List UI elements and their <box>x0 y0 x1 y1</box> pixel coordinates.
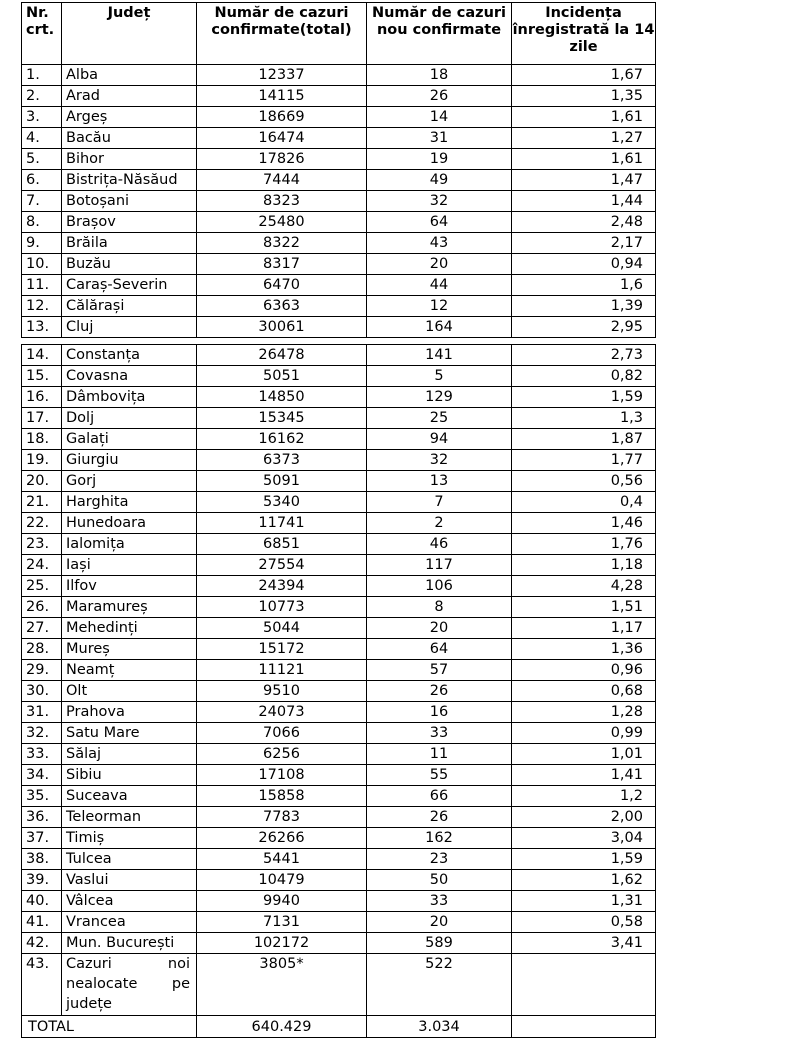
row-incidenta: 0,56 <box>512 471 656 492</box>
row-noi: 94 <box>367 429 512 450</box>
table-row <box>22 597 656 618</box>
row-incidenta: 1,67 <box>512 65 656 86</box>
row-total: 6851 <box>197 534 367 555</box>
row-incidenta: 1,51 <box>512 597 656 618</box>
row-judet: Bistrița-Năsăud <box>62 170 197 191</box>
row-judet: Vâlcea <box>62 891 197 912</box>
row-judet: Olt <box>62 681 197 702</box>
row-nr: 3. <box>22 107 62 128</box>
total-incidenta <box>512 1016 656 1038</box>
row-total: 26266 <box>197 828 367 849</box>
row-total: 9940 <box>197 891 367 912</box>
row-total: 8323 <box>197 191 367 212</box>
row-nr: 30. <box>22 681 62 702</box>
table-row <box>22 870 656 891</box>
row-nr: 43. <box>22 954 62 1016</box>
row-incidenta: 1,18 <box>512 555 656 576</box>
row-nr: 5. <box>22 149 62 170</box>
row-noi: 26 <box>367 681 512 702</box>
row-nr: 26. <box>22 597 62 618</box>
row-noi: 2 <box>367 513 512 534</box>
unallocated-row <box>22 954 656 1016</box>
row-nr: 14. <box>22 345 62 366</box>
row-incidenta: 1,77 <box>512 450 656 471</box>
row-total: 15345 <box>197 408 367 429</box>
row-incidenta: 0,82 <box>512 366 656 387</box>
row-noi: 162 <box>367 828 512 849</box>
table-row <box>22 786 656 807</box>
row-total: 102172 <box>197 933 367 954</box>
row-nr: 21. <box>22 492 62 513</box>
table-body-part1 <box>22 65 656 338</box>
row-judet: Dolj <box>62 408 197 429</box>
row-noi: 33 <box>367 891 512 912</box>
row-nr: 9. <box>22 233 62 254</box>
row-nr: 42. <box>22 933 62 954</box>
row-total: 10773 <box>197 597 367 618</box>
row-judet: Bihor <box>62 149 197 170</box>
row-total: 7131 <box>197 912 367 933</box>
table-row <box>22 429 656 450</box>
row-noi: 64 <box>367 639 512 660</box>
row-nr: 16. <box>22 387 62 408</box>
row-nr: 25. <box>22 576 62 597</box>
row-judet: Galați <box>62 429 197 450</box>
table-row <box>22 86 656 107</box>
row-total: 17826 <box>197 149 367 170</box>
row-total: 3805* <box>197 954 367 1016</box>
row-total: 30061 <box>197 317 367 338</box>
row-incidenta: 1,59 <box>512 387 656 408</box>
row-total: 11121 <box>197 660 367 681</box>
row-total: 15858 <box>197 786 367 807</box>
row-total: 5340 <box>197 492 367 513</box>
row-judet: Arad <box>62 86 197 107</box>
row-noi: 25 <box>367 408 512 429</box>
table-row <box>22 891 656 912</box>
row-incidenta: 1,61 <box>512 107 656 128</box>
row-incidenta: 0,4 <box>512 492 656 513</box>
row-incidenta: 0,96 <box>512 660 656 681</box>
row-noi: 23 <box>367 849 512 870</box>
row-nr: 35. <box>22 786 62 807</box>
row-incidenta: 0,94 <box>512 254 656 275</box>
table-row <box>22 513 656 534</box>
row-nr: 8. <box>22 212 62 233</box>
total-new-cases: 3.034 <box>367 1016 512 1038</box>
row-nr: 18. <box>22 429 62 450</box>
row-total: 9510 <box>197 681 367 702</box>
row-nr: 28. <box>22 639 62 660</box>
row-total: 6373 <box>197 450 367 471</box>
row-total: 25480 <box>197 212 367 233</box>
table-row <box>22 639 656 660</box>
row-total: 18669 <box>197 107 367 128</box>
row-judet: Cluj <box>62 317 197 338</box>
table-row <box>22 702 656 723</box>
row-incidenta: 1,27 <box>512 128 656 149</box>
row-noi: 26 <box>367 86 512 107</box>
row-nr: 15. <box>22 366 62 387</box>
table-row <box>22 534 656 555</box>
row-total: 6256 <box>197 744 367 765</box>
table-row <box>22 807 656 828</box>
table-row <box>22 149 656 170</box>
row-judet: Brașov <box>62 212 197 233</box>
row-incidenta: 1,87 <box>512 429 656 450</box>
table-row <box>22 170 656 191</box>
row-noi: 589 <box>367 933 512 954</box>
table-row <box>22 233 656 254</box>
row-nr: 41. <box>22 912 62 933</box>
row-nr: 39. <box>22 870 62 891</box>
row-noi: 8 <box>367 597 512 618</box>
row-total: 5091 <box>197 471 367 492</box>
row-noi: 49 <box>367 170 512 191</box>
table-row <box>22 912 656 933</box>
table-row <box>22 576 656 597</box>
row-nr: 1. <box>22 65 62 86</box>
row-incidenta: 1,76 <box>512 534 656 555</box>
row-noi: 522 <box>367 954 512 1016</box>
row-incidenta: 1,2 <box>512 786 656 807</box>
table-row <box>22 275 656 296</box>
row-total: 5441 <box>197 849 367 870</box>
row-incidenta: 4,28 <box>512 576 656 597</box>
row-noi: 32 <box>367 450 512 471</box>
row-incidenta: 1,47 <box>512 170 656 191</box>
row-noi: 11 <box>367 744 512 765</box>
row-total: 12337 <box>197 65 367 86</box>
row-judet: Brăila <box>62 233 197 254</box>
row-nr: 4. <box>22 128 62 149</box>
row-judet: Vrancea <box>62 912 197 933</box>
row-noi: 14 <box>367 107 512 128</box>
row-judet: Teleorman <box>62 807 197 828</box>
row-noi: 57 <box>367 660 512 681</box>
row-nr: 33. <box>22 744 62 765</box>
row-noi: 141 <box>367 345 512 366</box>
row-incidenta: 1,44 <box>512 191 656 212</box>
row-nr: 13. <box>22 317 62 338</box>
row-judet: Argeș <box>62 107 197 128</box>
row-judet: Tulcea <box>62 849 197 870</box>
row-noi: 31 <box>367 128 512 149</box>
row-nr: 34. <box>22 765 62 786</box>
row-noi: 5 <box>367 366 512 387</box>
row-total: 10479 <box>197 870 367 891</box>
row-total: 17108 <box>197 765 367 786</box>
row-judet: Sălaj <box>62 744 197 765</box>
row-noi: 12 <box>367 296 512 317</box>
row-total: 24394 <box>197 576 367 597</box>
table-body-part2 <box>22 345 656 954</box>
row-nr: 27. <box>22 618 62 639</box>
row-judet: Caraș-Severin <box>62 275 197 296</box>
row-judet: Bacău <box>62 128 197 149</box>
row-total: 14850 <box>197 387 367 408</box>
row-noi: 64 <box>367 212 512 233</box>
row-nr: 10. <box>22 254 62 275</box>
row-judet: Mun. București <box>62 933 197 954</box>
row-noi: 7 <box>367 492 512 513</box>
row-noi: 117 <box>367 555 512 576</box>
row-incidenta: 1,3 <box>512 408 656 429</box>
header-noi: Număr de cazuri nou confirmate <box>367 3 512 65</box>
total-label: TOTAL <box>22 1016 197 1038</box>
row-judet: Ilfov <box>62 576 197 597</box>
row-judet: Iași <box>62 555 197 576</box>
row-judet: Ialomița <box>62 534 197 555</box>
table-row <box>22 765 656 786</box>
row-nr: 12. <box>22 296 62 317</box>
row-incidenta: 1,61 <box>512 149 656 170</box>
row-total: 16474 <box>197 128 367 149</box>
row-incidenta: 1,36 <box>512 639 656 660</box>
row-incidenta: 1,62 <box>512 870 656 891</box>
row-total: 5044 <box>197 618 367 639</box>
table-row <box>22 107 656 128</box>
row-judet: Timiș <box>62 828 197 849</box>
row-incidenta <box>512 954 656 1016</box>
row-judet: Satu Mare <box>62 723 197 744</box>
row-total: 16162 <box>197 429 367 450</box>
row-judet: Hunedoara <box>62 513 197 534</box>
row-total: 5051 <box>197 366 367 387</box>
row-incidenta: 1,28 <box>512 702 656 723</box>
row-noi: 13 <box>367 471 512 492</box>
row-nr: 23. <box>22 534 62 555</box>
row-incidenta: 2,73 <box>512 345 656 366</box>
total-cases: 640.429 <box>197 1016 367 1038</box>
row-noi: 43 <box>367 233 512 254</box>
row-judet: Constanța <box>62 345 197 366</box>
row-incidenta: 2,17 <box>512 233 656 254</box>
row-nr: 37. <box>22 828 62 849</box>
row-incidenta: 1,35 <box>512 86 656 107</box>
row-judet: Gorj <box>62 471 197 492</box>
row-noi: 20 <box>367 254 512 275</box>
table-row <box>22 723 656 744</box>
table-row <box>22 492 656 513</box>
row-nr: 40. <box>22 891 62 912</box>
row-total: 11741 <box>197 513 367 534</box>
row-incidenta: 0,58 <box>512 912 656 933</box>
row-nr: 36. <box>22 807 62 828</box>
row-judet: Suceava <box>62 786 197 807</box>
row-incidenta: 1,39 <box>512 296 656 317</box>
row-nr: 6. <box>22 170 62 191</box>
row-total: 6363 <box>197 296 367 317</box>
row-noi: 16 <box>367 702 512 723</box>
row-judet: Mureș <box>62 639 197 660</box>
table-row <box>22 933 656 954</box>
row-nr: 17. <box>22 408 62 429</box>
covid-table-part2 <box>21 344 656 1038</box>
table-row <box>22 345 656 366</box>
row-total: 7444 <box>197 170 367 191</box>
row-nr: 7. <box>22 191 62 212</box>
row-incidenta: 1,17 <box>512 618 656 639</box>
header-total: Număr de cazuri confirmate(total) <box>197 3 367 65</box>
row-nr: 32. <box>22 723 62 744</box>
table-row <box>22 660 656 681</box>
table-row <box>22 128 656 149</box>
table-row <box>22 555 656 576</box>
row-judet: Botoșani <box>62 191 197 212</box>
row-judet: Cazuri noi nealocate pe județe <box>62 954 197 1016</box>
row-incidenta: 2,48 <box>512 212 656 233</box>
row-noi: 26 <box>367 807 512 828</box>
table-row <box>22 65 656 86</box>
row-judet: Mehedinți <box>62 618 197 639</box>
table-row <box>22 387 656 408</box>
row-total: 15172 <box>197 639 367 660</box>
row-noi: 19 <box>367 149 512 170</box>
header-incidenta: Incidența înregistrată la 14 zile <box>512 3 656 65</box>
table-row <box>22 366 656 387</box>
row-nr: 38. <box>22 849 62 870</box>
row-judet: Neamț <box>62 660 197 681</box>
row-judet: Covasna <box>62 366 197 387</box>
table-row <box>22 408 656 429</box>
row-incidenta: 2,95 <box>512 317 656 338</box>
row-noi: 20 <box>367 618 512 639</box>
row-nr: 24. <box>22 555 62 576</box>
row-judet: Maramureș <box>62 597 197 618</box>
row-total: 26478 <box>197 345 367 366</box>
row-total: 7066 <box>197 723 367 744</box>
row-incidenta: 1,31 <box>512 891 656 912</box>
row-judet: Buzău <box>62 254 197 275</box>
row-nr: 11. <box>22 275 62 296</box>
total-row <box>22 1016 656 1038</box>
row-noi: 66 <box>367 786 512 807</box>
table-row <box>22 681 656 702</box>
row-noi: 106 <box>367 576 512 597</box>
row-noi: 44 <box>367 275 512 296</box>
table-row <box>22 618 656 639</box>
row-noi: 164 <box>367 317 512 338</box>
row-incidenta: 1,41 <box>512 765 656 786</box>
row-total: 6470 <box>197 275 367 296</box>
row-incidenta: 1,46 <box>512 513 656 534</box>
row-incidenta: 3,04 <box>512 828 656 849</box>
table-footer <box>22 954 656 1038</box>
row-total: 24073 <box>197 702 367 723</box>
row-judet: Alba <box>62 65 197 86</box>
table-row <box>22 828 656 849</box>
row-noi: 129 <box>367 387 512 408</box>
row-judet: Prahova <box>62 702 197 723</box>
row-incidenta: 1,6 <box>512 275 656 296</box>
row-incidenta: 1,01 <box>512 744 656 765</box>
table-row <box>22 254 656 275</box>
row-noi: 33 <box>367 723 512 744</box>
row-total: 27554 <box>197 555 367 576</box>
row-noi: 46 <box>367 534 512 555</box>
row-judet: Giurgiu <box>62 450 197 471</box>
row-judet: Dâmbovița <box>62 387 197 408</box>
row-nr: 2. <box>22 86 62 107</box>
table-row <box>22 450 656 471</box>
row-nr: 31. <box>22 702 62 723</box>
row-incidenta: 0,99 <box>512 723 656 744</box>
row-nr: 29. <box>22 660 62 681</box>
table-row <box>22 471 656 492</box>
table-row <box>22 317 656 338</box>
row-noi: 32 <box>367 191 512 212</box>
row-judet: Călărași <box>62 296 197 317</box>
table-row <box>22 212 656 233</box>
table-row <box>22 744 656 765</box>
header-judet: Județ <box>62 3 197 65</box>
row-noi: 18 <box>367 65 512 86</box>
row-judet: Harghita <box>62 492 197 513</box>
row-incidenta: 3,41 <box>512 933 656 954</box>
row-incidenta: 2,00 <box>512 807 656 828</box>
row-noi: 20 <box>367 912 512 933</box>
row-incidenta: 0,68 <box>512 681 656 702</box>
header-nr: Nr. crt. <box>22 3 62 65</box>
row-incidenta: 1,59 <box>512 849 656 870</box>
covid-table-part1 <box>21 2 656 338</box>
row-total: 14115 <box>197 86 367 107</box>
header-row <box>22 3 656 65</box>
table-row <box>22 191 656 212</box>
row-total: 8322 <box>197 233 367 254</box>
row-judet: Vaslui <box>62 870 197 891</box>
row-noi: 50 <box>367 870 512 891</box>
row-nr: 20. <box>22 471 62 492</box>
row-nr: 19. <box>22 450 62 471</box>
row-total: 7783 <box>197 807 367 828</box>
table-row <box>22 849 656 870</box>
row-nr: 22. <box>22 513 62 534</box>
table-row <box>22 296 656 317</box>
row-total: 8317 <box>197 254 367 275</box>
row-judet: Sibiu <box>62 765 197 786</box>
row-noi: 55 <box>367 765 512 786</box>
